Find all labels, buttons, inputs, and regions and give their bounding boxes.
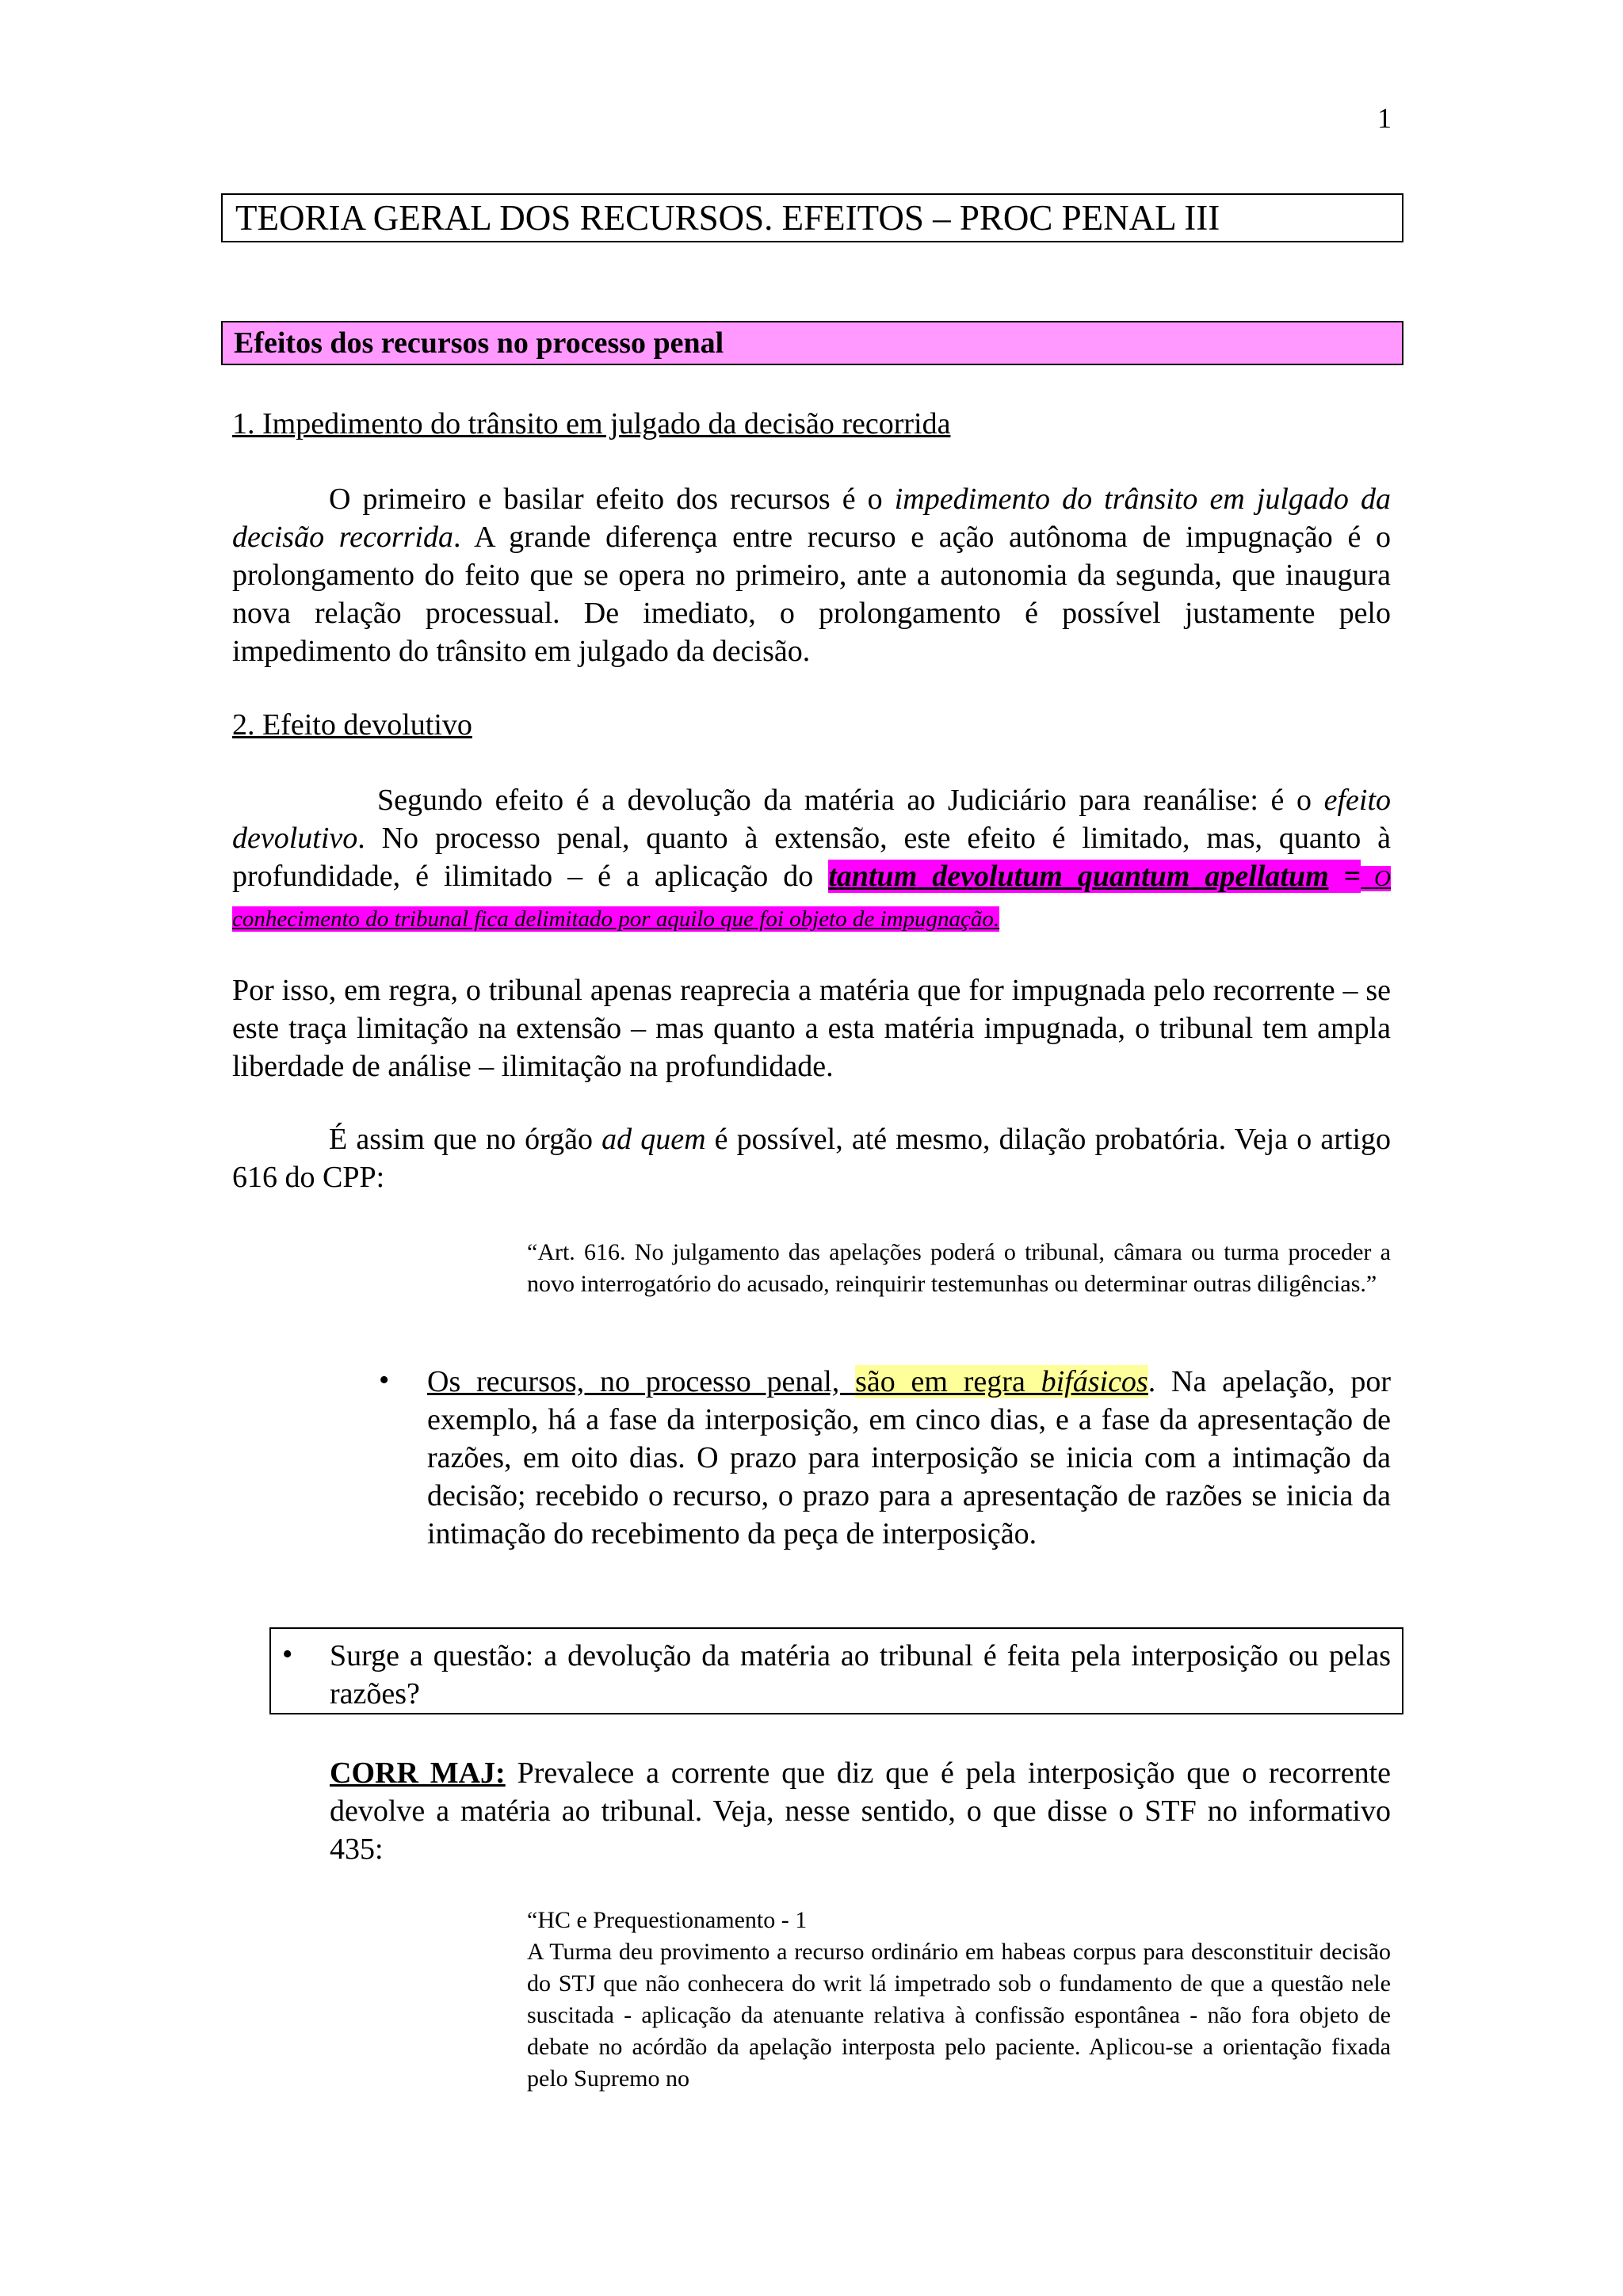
paragraph-por-isso: Por isso, em regra, o tribunal apenas reaprecia a matéria que for impugnada pelo recorrente – se este traça limitação na extensão – mas quanto a esta matéria impugnada, o tribunal tem ampla liberdade de análise – ilimitação na profundidade. (232, 974, 1391, 1083)
para2-text-1: Segundo efeito é a devolução da matéria ao Judiciário para reanálise: é o (377, 784, 1324, 817)
paragraph-corr-maj (330, 1754, 1391, 1868)
section-title: Efeitos dos recursos no processo penal (221, 321, 1403, 365)
quote-art-616: “Art. 616. No julgamento das apelações poderá o tribunal, câmara ou turma proceder a novo interrogatório do acusado, reinquirir testemunhas ou determinar outras diligências.” (527, 1239, 1391, 1297)
para4-text-3: é possível, até mesmo, dilação probatória. Veja o artigo 616 do CPP: (232, 1123, 1391, 1194)
para4-italic: ad quem (601, 1123, 706, 1156)
quote2-body: A Turma deu provimento a recurso ordinário em habeas corpus para desconstituir decisão do STJ que não conhecera do writ lá impetrado sob o fundamento de que a questão nele suscitada - aplicação da atenuante relativa à confissão espontânea - não fora objeto de debate no acórdão da apelação interposta pelo paciente. Aplicou-se a orientação fixada pelo Supremo no (527, 1939, 1391, 2092)
tantum-devolutum-highlight: tantum devolutum quantum apellatum (828, 860, 1329, 893)
heading-efeito-devolutivo: 2. Efeito devolutivo (232, 708, 472, 742)
bullet1-bifasicos: bifásicos (1041, 1365, 1148, 1398)
para2-italic: efeito devolutivo (232, 784, 1391, 855)
para4-text-1: É assim que no órgão (329, 1123, 602, 1156)
para1-text-3: . A grande diferença entre recurso e ação autônoma de impugnação é o prolongamento do feito que se opera no primeiro, ante a autonomia da segunda, que inaugura nova relação processual. De imediato, o prolongamento é possível justamente pelo impedimento do trânsito em julgado da decisão. (232, 521, 1392, 668)
equals-sign: = (1328, 860, 1361, 893)
para2-text-3: . No processo penal, quanto à extensão, este efeito é limitado, mas, quanto à profundidade, é ilimitado – é a aplicação do (232, 822, 1391, 893)
paragraph-efeito-devolutivo (232, 781, 1391, 938)
bullet-icon: • (282, 1638, 293, 1671)
bullet1-underline: Os recursos, no processo penal, (427, 1365, 856, 1398)
heading-impedimento: 1. Impedimento do trânsito em julgado da decisão recorrida (232, 407, 951, 441)
bullet-question: Surge a questão: a devolução da matéria ao tribunal é feita pela interposição ou pelas razões? (330, 1639, 1391, 1711)
para1-text-1: O primeiro e basilar efeito dos recursos é o (329, 482, 895, 516)
para1-italic: impedimento do trânsito em julgado da decisão recorrida (232, 482, 1391, 554)
paragraph-impedimento (232, 480, 1391, 670)
page-number: 1 (1377, 102, 1392, 134)
tantum-devolutum-definition: O conhecimento do tribunal fica delimitado por aquilo que foi objeto de impugnação. (232, 866, 1391, 932)
bullet1-highlight: são em regra (855, 1365, 1041, 1398)
bullet-icon: • (379, 1363, 390, 1397)
bullet1-text: . Na apelação, por exemplo, há a fase da interposição, em cinco dias, e a fase da apresentação de razões, em oito dias. O prazo para interposição se inicia com a intimação da decisão; recebido o recurso, o prazo para a apresentação de razões se inicia da intimação do recebimento da peça de interposição. (427, 1365, 1391, 1550)
paragraph-ad-quem (232, 1120, 1391, 1196)
para5-text: Prevalece a corrente que diz que é pela interposição que o recorrente devolve a matéria ao tribunal. Veja, nesse sentido, o que disse o STF no informativo 435: (330, 1756, 1391, 1866)
quote2-title: “HC e Prequestionamento - 1 (527, 1907, 808, 1933)
quote-informativo-435 (527, 1905, 1391, 2095)
bullet-bifasicos (427, 1363, 1391, 1553)
corr-maj-label: CORR MAJ: (330, 1756, 506, 1790)
document-title: TEORIA GERAL DOS RECURSOS. EFEITOS – PROC PENAL III (221, 193, 1403, 242)
